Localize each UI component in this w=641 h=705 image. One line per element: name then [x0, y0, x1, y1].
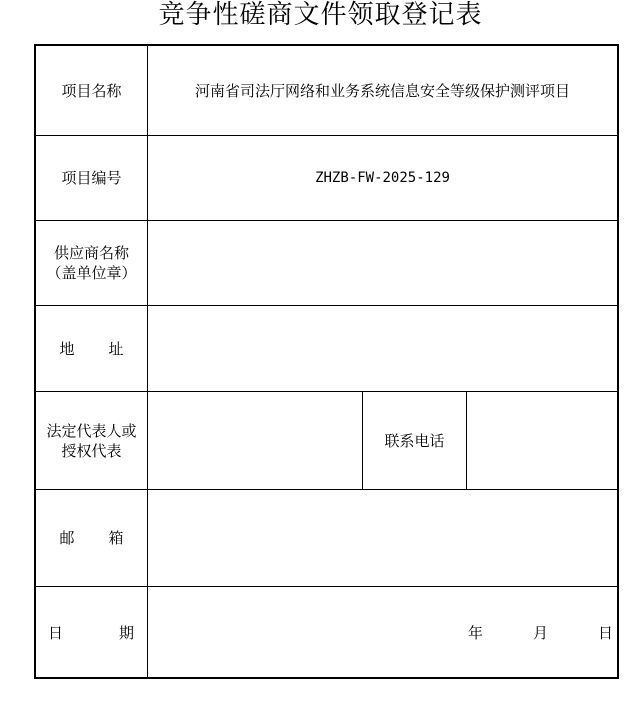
date-label-char1: 日 [48, 624, 64, 642]
supplier-name-label [36, 221, 147, 305]
date-field[interactable] [148, 587, 617, 677]
project-name-value[interactable]: 河南省司法厅网络和业务系统信息安全等级保护测评项目 [194, 81, 570, 100]
date-label-char2: 期 [119, 624, 135, 642]
supplier-name-label-line1: 供应商名称 [53, 244, 129, 262]
legal-rep-field[interactable] [148, 392, 362, 489]
address-label [36, 306, 147, 391]
mailbox-label-char2: 箱 [108, 529, 124, 547]
legal-rep-label [36, 392, 147, 489]
project-number-label: 项目编号 [61, 169, 122, 187]
date-month-label: 月 [533, 624, 549, 642]
address-field[interactable] [148, 306, 617, 391]
address-label-char1: 地 [59, 339, 75, 358]
phone-field[interactable] [467, 392, 617, 489]
phone-label: 联系电话 [384, 431, 445, 450]
date-day-label: 日 [598, 624, 614, 642]
project-name-label: 项目名称 [61, 81, 122, 100]
date-year-label: 年 [468, 624, 484, 642]
supplier-name-label-line2: （盖单位章） [46, 264, 137, 282]
mailbox-label-char1: 邮 [59, 529, 75, 547]
supplier-name-field[interactable] [148, 221, 617, 305]
mailbox-field[interactable] [148, 490, 617, 586]
address-label-char2: 址 [108, 339, 124, 358]
legal-rep-label-line1: 法定代表人或 [46, 421, 137, 440]
project-number-value[interactable]: ZHZB-FW-2025-129 [315, 170, 450, 186]
registration-table [34, 44, 619, 679]
form-title: 竞争性磋商文件领取登记表 [158, 0, 483, 30]
legal-rep-label-line2: 授权代表 [61, 441, 122, 460]
mailbox-label [36, 490, 147, 586]
